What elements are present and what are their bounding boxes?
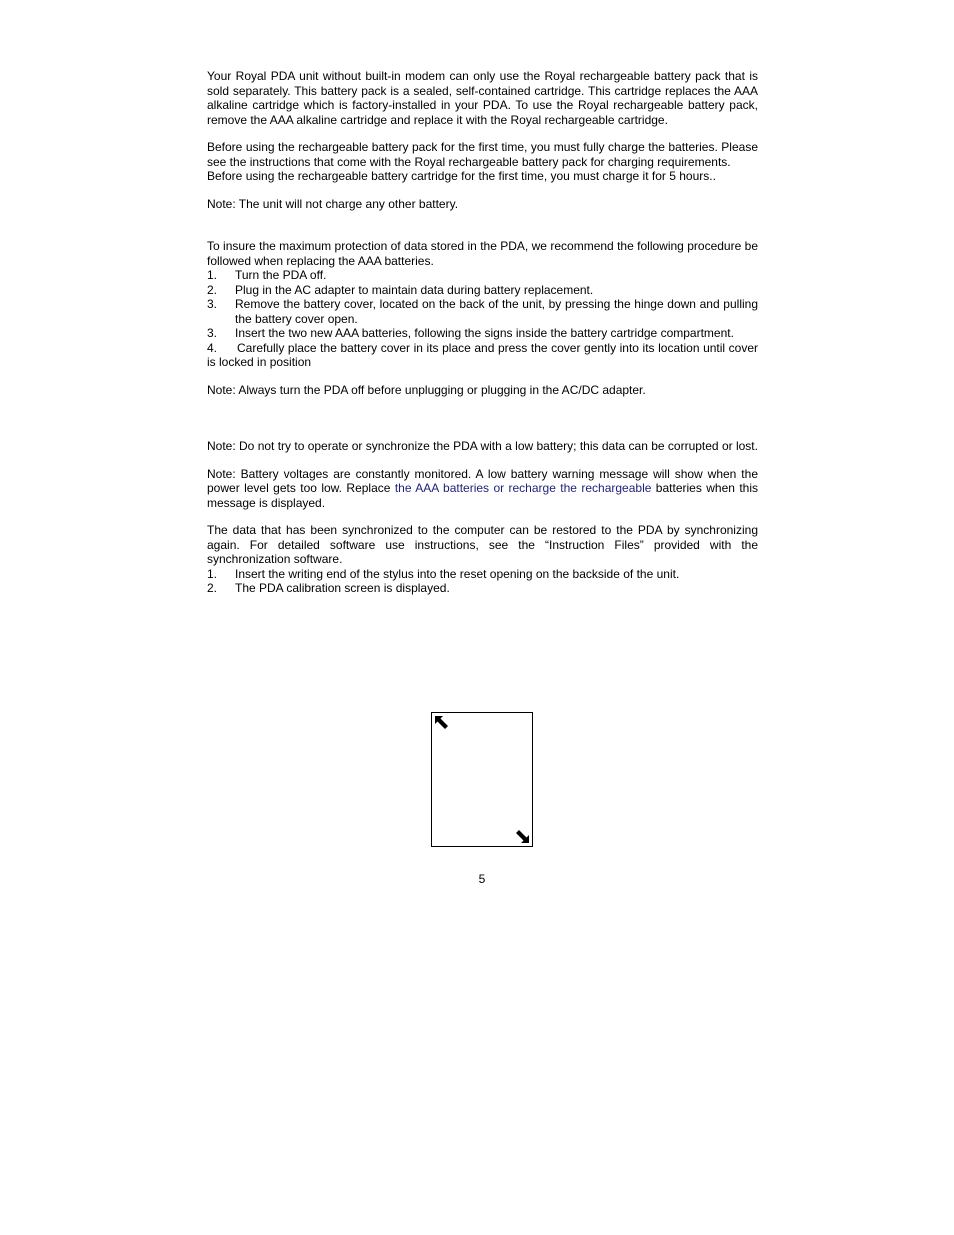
step-text: Turn the PDA off. <box>235 268 327 282</box>
arrow-down-right-icon <box>514 828 530 844</box>
list-item <box>207 581 758 596</box>
step-text: Remove the battery cover, located on the back of the unit, by pressing the hinge down and pulling the battery cover open. <box>235 297 758 326</box>
page-number: 5 <box>478 872 486 886</box>
voltage-note-start: Note: Battery voltages are constantly monitored. A low battery warning message will show when the power level gets too low. Replace <box>207 466 758 495</box>
step-number: 3. <box>207 297 218 311</box>
step-text: Plug in the AC adapter to maintain data during battery replacement. <box>235 282 594 297</box>
step-number: 2. <box>207 581 218 595</box>
list-item <box>207 341 758 370</box>
calibration-screen-figure <box>431 712 533 847</box>
list-item <box>207 326 758 341</box>
step-number: 2. <box>207 282 218 297</box>
low-battery-note: Note: Do not try to operate or synchronize the PDA with a low battery; this data can be corrupted or lost. <box>207 439 758 453</box>
voltage-note-end: batteries when this message is displayed. <box>207 481 758 510</box>
restore-paragraph: The data that has been synchronized to the computer can be restored to the PDA by synchronizing again. For detailed software use instructions, see the “Instruction Files” provided with the synchronization software. <box>207 523 758 566</box>
voltage-note-highlight: the AAA batteries or recharge the rechargeable <box>394 481 652 495</box>
arrow-up-left-icon <box>434 715 450 731</box>
step-text: Insert the writing end of the stylus into the reset opening on the backside of the unit. <box>235 566 680 581</box>
step-number: 1. <box>207 566 218 581</box>
list-item <box>207 567 758 582</box>
step-number: 1. <box>207 268 218 282</box>
replace-intro: To insure the maximum protection of data stored in the PDA, we recommend the following procedure be followed when replacing the AAA batteries. <box>207 239 758 268</box>
charge-paragraph: Before using the rechargeable battery pack for the first time, you must fully charge the batteries. Please see the instructions that come with the Royal rechargeable battery pack for charging requirements. <box>207 140 758 169</box>
step-text: The PDA calibration screen is displayed. <box>235 581 450 595</box>
list-item <box>207 268 758 283</box>
voltage-note <box>207 467 758 511</box>
list-item <box>207 297 758 326</box>
step-text: Carefully place the battery cover in its place and press the cover gently into its location until cover is locked in position <box>207 340 758 369</box>
adapter-note: Note: Always turn the PDA off before unplugging or plugging in the AC/DC adapter. <box>207 382 646 397</box>
document-body <box>207 69 758 596</box>
charge-hours-paragraph: Before using the rechargeable battery cartridge for the first time, you must charge it for 5 hours.. <box>207 169 716 183</box>
battery-pack-paragraph: Your Royal PDA unit without built-in modem can only use the Royal rechargeable battery pack that is sold separately. This battery pack is a sealed, self-contained cartridge. This cartridge replaces the AAA alkaline cartridge which is factory-installed in your PDA. To use the Royal rechargeable battery pack, remove the AAA alkaline cartridge and replace it with the Royal rechargeable cartridge. <box>207 69 758 127</box>
list-item <box>207 283 758 298</box>
step-number: 4. <box>207 340 218 355</box>
step-number: 3. <box>207 326 218 340</box>
charge-note: Note: The unit will not charge any other battery. <box>207 196 459 211</box>
reset-steps-list <box>207 567 758 596</box>
step-text: Insert the two new AAA batteries, following the signs inside the battery cartridge compartment. <box>235 326 734 340</box>
replace-steps-list <box>207 268 758 370</box>
